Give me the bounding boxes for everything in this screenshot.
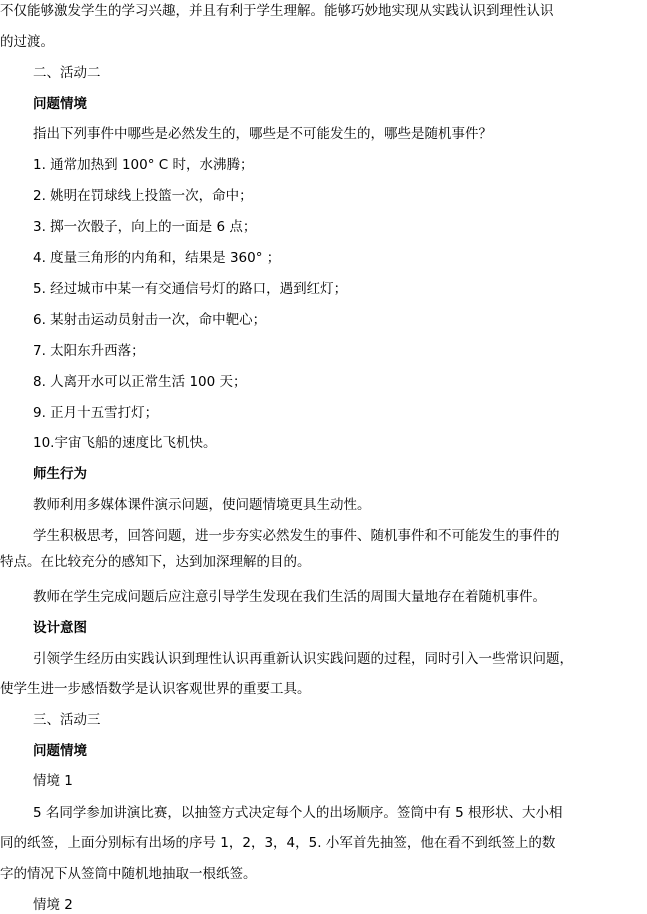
- section-heading: 问题情境: [33, 743, 87, 759]
- text-line: 4. 度量三角形的内角和，结果是 360° ；: [33, 250, 281, 266]
- text-line: 二、活动二: [33, 65, 101, 81]
- text-line: 10.宇宙飞船的速度比飞机快。: [33, 435, 217, 451]
- text-line: 同的纸签，上面分别标有出场的序号 1，2，3，4，5. 小军首先抽签，他在看不到纸签上的数: [0, 835, 556, 851]
- section-heading: 问题情境: [33, 96, 87, 112]
- text-line: 5 名同学参加讲演比赛，以抽签方式决定每个人的出场顺序。签筒中有 5 根形状、大小相: [33, 805, 563, 821]
- text-line: 2. 姚明在罚球线上投篮一次，命中；: [33, 188, 253, 204]
- text-line: 使学生进一步感悟数学是认识客观世界的重要工具。: [0, 681, 311, 697]
- text-line: 的过渡。: [0, 34, 54, 50]
- text-line: 教师利用多媒体课件演示问题，使问题情境更具生动性。: [33, 497, 371, 513]
- text-line: 1. 通常加热到 100° C 时，水沸腾；: [33, 157, 254, 173]
- section-heading: 师生行为: [33, 466, 87, 482]
- text-line: 情境 1: [33, 773, 73, 789]
- text-line: 7. 太阳东升西落；: [33, 343, 145, 359]
- text-line: 特点。在比较充分的感知下，达到加深理解的目的。: [0, 554, 311, 570]
- text-line: 情境 2: [33, 897, 73, 913]
- text-line: 学生积极思考，回答问题，进一步夯实必然发生的事件、随机事件和不可能发生的事件的: [33, 528, 560, 544]
- text-line: 6. 某射击运动员射击一次，命中靶心；: [33, 312, 267, 328]
- text-line: 教师在学生完成问题后应注意引导学生发现在我们生活的周围大量地存在着随机事件。: [33, 589, 546, 605]
- text-line: 3. 掷一次骰子，向上的一面是 6 点；: [33, 219, 257, 235]
- text-line: 字的情况下从签筒中随机地抽取一根纸签。: [0, 866, 257, 882]
- text-line: 5. 经过城市中某一有交通信号灯的路口，遇到红灯；: [33, 281, 348, 297]
- section-heading: 设计意图: [33, 620, 87, 636]
- text-line: 三、活动三: [33, 712, 101, 728]
- text-line: 指出下列事件中哪些是必然发生的，哪些是不可能发生的，哪些是随机事件？: [33, 126, 492, 142]
- text-line: 8. 人离开水可以正常生活 100 天；: [33, 374, 247, 390]
- text-line: 引领学生经历由实践认识到理性认识再重新认识实践问题的过程，同时引入一些常识问题，: [33, 651, 573, 667]
- text-line: 9. 正月十五雪打灯；: [33, 405, 159, 421]
- text-line: 不仅能够激发学生的学习兴趣，并且有利于学生理解。能够巧妙地实现从实践认识到理性认识: [0, 3, 554, 19]
